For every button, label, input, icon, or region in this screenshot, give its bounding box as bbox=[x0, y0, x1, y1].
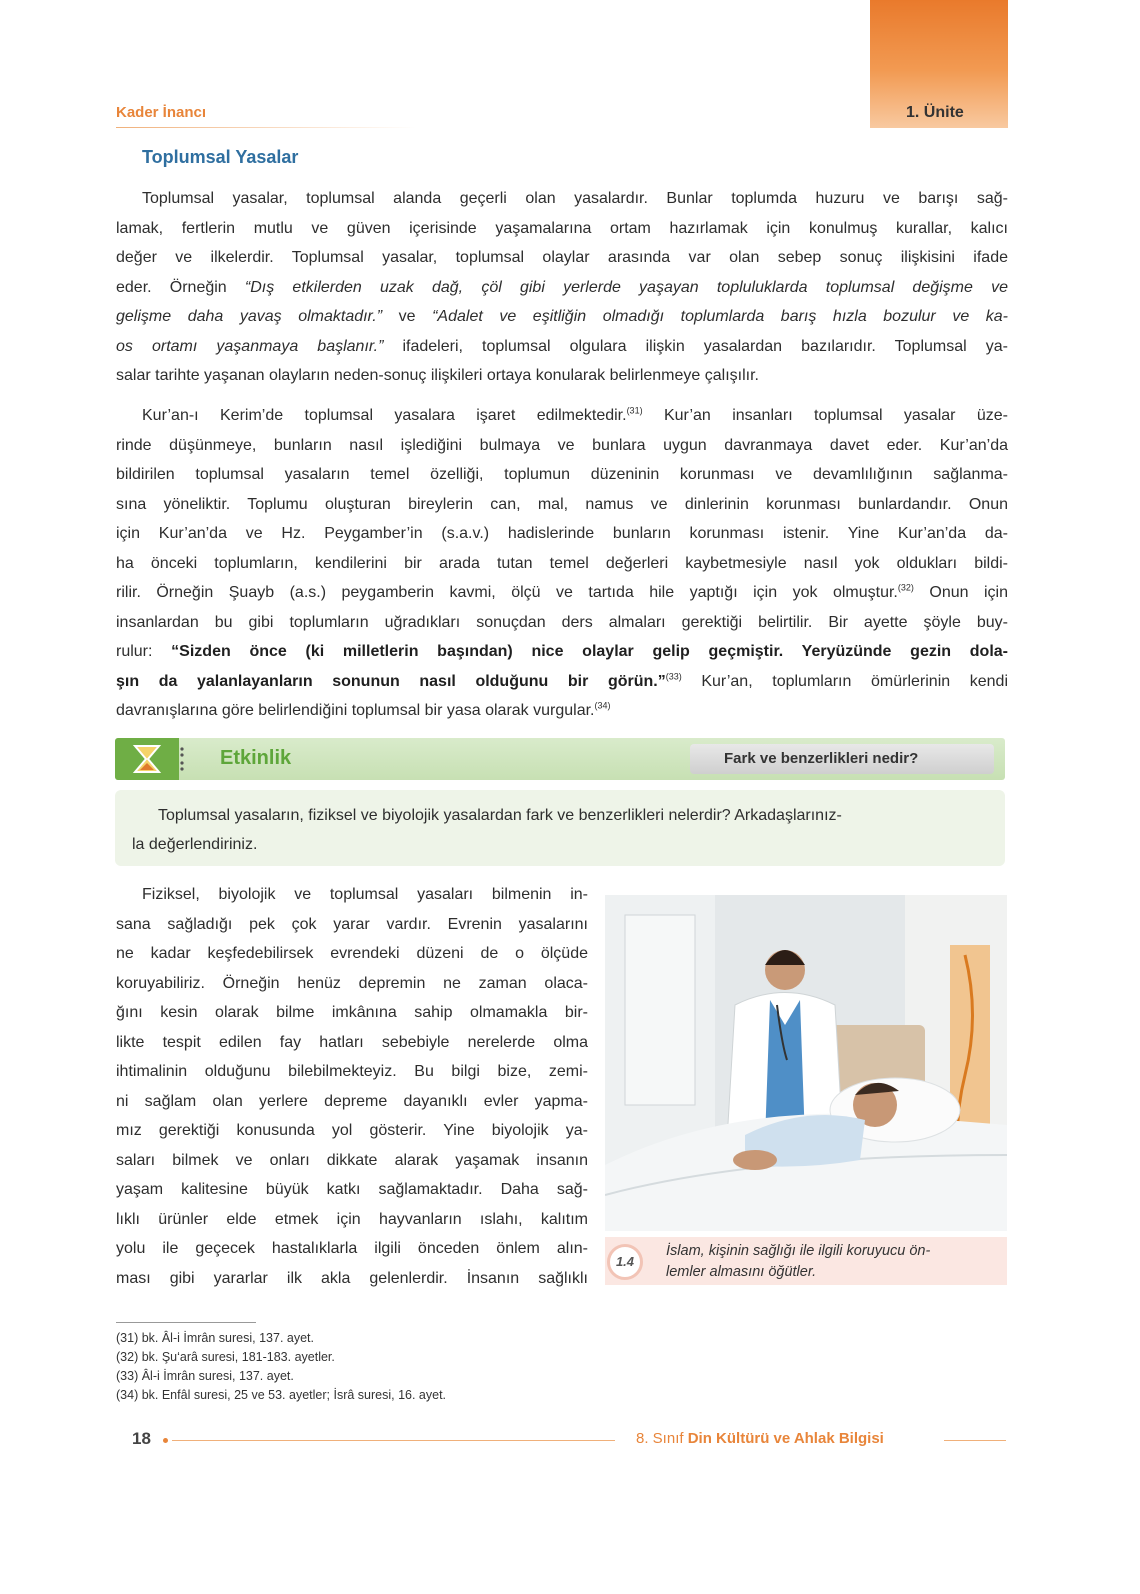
page-number: 18 bbox=[132, 1429, 151, 1448]
text-line: sana sağladığı pek çok yarar vardır. Evrenin yasalarını bbox=[116, 915, 588, 933]
text-line: rinde düşünmeye, bunların nasıl işlediğini bulmaya ve bunlara uygun davranmaya davet eder. Kur’an’da bbox=[116, 436, 1008, 454]
text-line: ne kadar keşfedebilirsek evrendeki düzeni de o ölçüde bbox=[116, 945, 588, 962]
text-line bbox=[116, 302, 1008, 332]
text-line: ha önceki toplumların, kendilerini bir arada tutan temel değerleri kaybetmesiyle nasıl yok oldukları bildi- bbox=[116, 554, 1008, 572]
caption-line: İslam, kişinin sağlığı ile ilgili koruyucu ön- bbox=[666, 1243, 931, 1259]
activity-text bbox=[132, 801, 990, 859]
book-name: Din Kültürü ve Ahlak Bilgisi bbox=[687, 1430, 884, 1447]
text-line: saları bilmek ve onları dikkate alarak yaşamak insanın bbox=[116, 1151, 588, 1169]
italic-quote: “Dış etkilerden uzak dağ, çöl gibi yerlerde yaşayan topluluklarda toplumsal değişme ve bbox=[244, 278, 1009, 296]
italic-quote: os ortamı yaşanmaya başlanır.” bbox=[116, 337, 384, 355]
text-line bbox=[116, 273, 1008, 303]
figure-number: 1.4 bbox=[607, 1244, 643, 1280]
text-line bbox=[116, 332, 1008, 362]
activity-question-tag: Fark ve benzerlikleri nedir? bbox=[690, 744, 994, 774]
paragraph-2 bbox=[116, 401, 1008, 726]
footnote-33: (33) Âl-i İmrân suresi, 137. ayet. bbox=[116, 1369, 294, 1383]
footer-rule-left bbox=[172, 1440, 615, 1441]
footnote-31: (31) bk. Âl-i İmrân suresi, 137. ayet. bbox=[116, 1331, 314, 1345]
text-line: likte tespit edilen fay hatları sebebiyle nerelerde olma bbox=[116, 1033, 588, 1051]
text-line bbox=[116, 637, 1008, 667]
text-line: ması gibi yararlar ilk akla gelenlerdir. İnsanın sağlıklı bbox=[116, 1269, 588, 1287]
text-line: la değerlendiriniz. bbox=[132, 836, 258, 853]
text-run: rulur: bbox=[116, 643, 172, 660]
footnote-34: (34) bk. Enfâl suresi, 25 ve 53. ayetler; İsrâ suresi, 16. ayet. bbox=[116, 1388, 447, 1402]
paragraph-1 bbox=[116, 184, 1008, 391]
verse-quote: “Sizden önce (ki milletlerin başından) nice olaylar gelip geçmiştir. Yeryüzünde gezin dola- bbox=[171, 643, 1008, 660]
verse-quote: şın da yalanlayanların sonunun nasıl olduğunu bir görün.” bbox=[116, 672, 666, 690]
italic-quote: “Adalet ve eşitliğin olmadığı toplumlarda barış hızla bozulur ve ka- bbox=[432, 308, 1008, 325]
text-run: ifadeleri, toplumsal olgulara ilişkin yasalardan bazılarıdır. Toplumsal ya- bbox=[383, 337, 1008, 355]
book-title bbox=[636, 1430, 884, 1447]
text-run: Kur’an-ı Kerim’de toplumsal yasalara işaret edilmektedir. bbox=[142, 407, 627, 424]
text-line: ihtimalinin olduğunu bilebilmekteyiz. Bu bilgi bize, zemi- bbox=[116, 1063, 588, 1080]
figure-caption bbox=[666, 1241, 996, 1283]
text-line bbox=[116, 401, 1008, 431]
text-line: Fiziksel, biyolojik ve toplumsal yasaları bilmenin in- bbox=[142, 886, 588, 903]
text-line: bildirilen toplumsal yasaların temel özelliği, toplumun düzeninin korunması ve devamlılığının sağlanma- bbox=[116, 466, 1008, 483]
activity-badge bbox=[115, 738, 179, 780]
text-line: mız gerektiği konusunda yol gösterir. Yine biyolojik ya- bbox=[116, 1122, 588, 1139]
text-run: Kur’an, toplumların ömürlerinin kendi bbox=[681, 672, 1009, 690]
doctor-patient-photo bbox=[605, 895, 1007, 1231]
text-line: lamak, fertlerin mutlu ve güven içerisinde yaşamalarına ortam hazırlamak için konulmuş kurallar, kalıcı bbox=[116, 219, 1008, 237]
footnote-ref: (33) bbox=[665, 671, 682, 682]
footer-dot bbox=[163, 1438, 168, 1443]
text-run: eder. Örneğin bbox=[116, 278, 245, 296]
text-line: ğını kesin olarak bilme imkânına sahip olmamakla bir- bbox=[116, 1004, 588, 1021]
book-prefix: 8. Sınıf bbox=[636, 1430, 688, 1447]
paragraph-3 bbox=[116, 880, 588, 1293]
footnote-32: (32) bk. Şu‘arâ suresi, 181-183. ayetler. bbox=[116, 1350, 335, 1364]
text-line: insanlardan bu gibi toplumların uğradıkları sonuçdan ders almaları gerektiği belirtilir. Bir ayette şöyle buy- bbox=[116, 613, 1008, 631]
text-line bbox=[116, 578, 1008, 608]
text-run: davranışlarına göre belirlendiğini toplumsal bir yasa olarak vurgular. bbox=[116, 702, 595, 719]
text-line: ni sağlam olan yerlere depreme dayanıklı evler yapma- bbox=[116, 1092, 588, 1110]
text-line bbox=[116, 667, 1008, 697]
text-line: Toplumsal yasaların, fiziksel ve biyolojik yasalardan fark ve benzerlikleri nelerdir? Arkadaşlarınız- bbox=[158, 807, 842, 824]
footnote-ref: (31) bbox=[626, 405, 643, 416]
footer-rule-right bbox=[944, 1440, 1006, 1441]
text-run: rilir. Örneğin Şuayb (a.s.) peygamberin kavmi, ölçü ve tartıda hile yaptığı için yok olmuştur. bbox=[116, 584, 898, 601]
chapter-header: Kader İnancı bbox=[116, 104, 207, 121]
header-rule bbox=[116, 127, 416, 128]
footnote-ref: (32) bbox=[897, 582, 914, 593]
text-line: değer ve ilkelerdir. Toplumsal yasalar, toplumsal olaylar arasında var olan sebep sonuç ilişkisini ifade bbox=[116, 249, 1008, 266]
text-run: Kur’an insanları toplumsal yasalar üze- bbox=[642, 407, 1008, 424]
text-line: için Kur’an’da ve Hz. Peygamber’in (s.a.v.) hadislerinde bunların korunması istenir. Yine Kur’an’da da- bbox=[116, 525, 1008, 542]
decorative-dots-icon bbox=[178, 746, 186, 772]
text-line: Toplumsal yasalar, toplumsal alanda geçerli olan yasalardır. Bunlar toplumda huzuru ve barışı sağ- bbox=[142, 190, 1008, 207]
text-line: salar tarihte yaşanan olayların neden-sonuç ilişkileri ortaya konularak belirlenmeye çalışılır. bbox=[116, 367, 759, 384]
section-title: Toplumsal Yasalar bbox=[142, 147, 299, 167]
footnote-rule bbox=[116, 1322, 256, 1323]
text-line: koruyabiliriz. Örneğin henüz depremin ne zaman olaca- bbox=[116, 974, 588, 992]
unit-header: 1. Ünite bbox=[906, 104, 964, 121]
italic-quote: gelişme daha yavaş olmaktadır.” bbox=[116, 308, 383, 325]
text-line bbox=[116, 696, 1008, 726]
text-line: lıklı ürünler elde etmek için hayvanların ıslahı, kalıtım bbox=[116, 1210, 588, 1228]
text-line: yolu ile geçecek hastalıklarla ilgili önceden önlem alın- bbox=[116, 1240, 588, 1257]
hourglass-icon bbox=[131, 744, 163, 774]
text-line: yaşam kalitesine büyük katkı sağlamaktadır. Daha sağ- bbox=[116, 1181, 588, 1198]
text-run: ve bbox=[382, 308, 433, 325]
text-run: Onun için bbox=[913, 584, 1009, 601]
text-line: sına yöneliktir. Toplumu oluşturan bireylerin can, mal, namus ve dinlerinin korunması bunlardandır. Onun bbox=[116, 495, 1008, 513]
footnote-ref: (34) bbox=[594, 700, 611, 711]
caption-line: lemler almasını öğütler. bbox=[666, 1264, 817, 1280]
activity-label: Etkinlik bbox=[220, 747, 292, 769]
